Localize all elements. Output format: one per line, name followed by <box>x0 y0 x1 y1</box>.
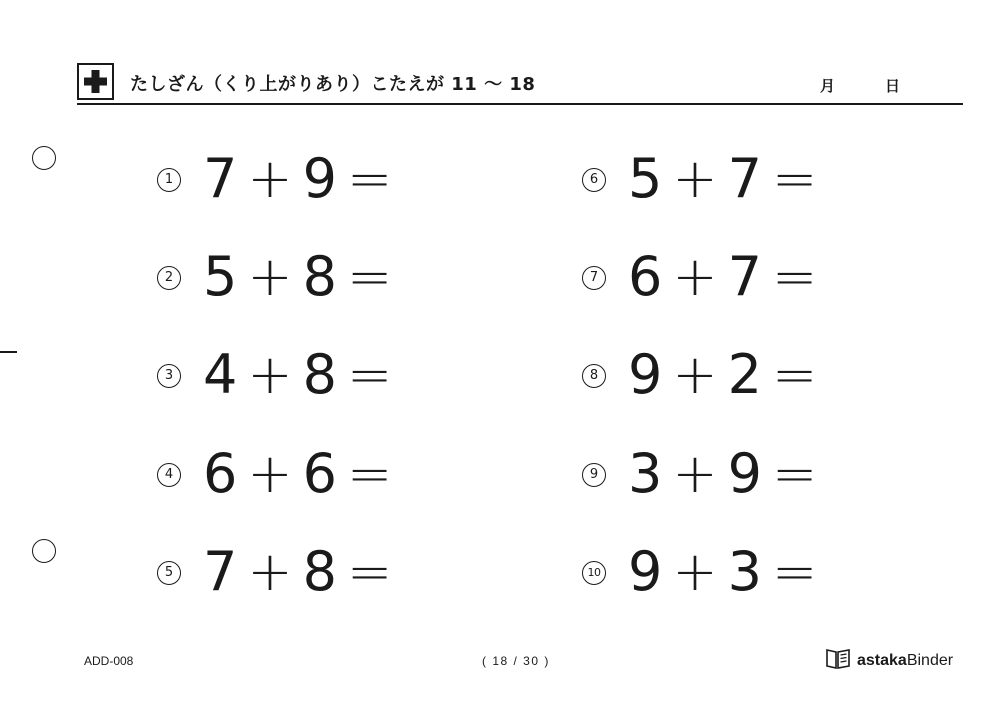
equals-sign: = <box>346 442 393 505</box>
addend-b: 9 <box>727 442 762 505</box>
problem-7 <box>582 245 912 308</box>
day-label: 日 <box>885 77 901 95</box>
plus-sign: + <box>247 343 293 406</box>
problem-4 <box>157 442 487 505</box>
plus-sign: + <box>672 343 718 406</box>
problem-expression <box>203 340 402 410</box>
plus-sign: + <box>247 245 293 308</box>
addend-a: 6 <box>628 245 663 308</box>
worksheet-code: ADD-008 <box>84 654 134 668</box>
addend-b: 8 <box>302 343 337 406</box>
addend-b: 8 <box>302 540 337 603</box>
problem-number: 8 <box>582 364 606 388</box>
addend-a: 5 <box>628 147 663 210</box>
addend-b: 8 <box>302 245 337 308</box>
problem-expression <box>628 144 827 214</box>
problem-number: 2 <box>157 266 181 290</box>
center-mark <box>0 351 17 353</box>
addend-a: 5 <box>203 245 238 308</box>
plus-sign: + <box>247 442 293 505</box>
problem-8 <box>582 343 912 406</box>
problem-expression <box>628 439 827 509</box>
page-indicator: ( 18 / 30 ) <box>482 654 550 668</box>
binder-hole-bottom <box>32 539 56 563</box>
equals-sign: = <box>771 147 818 210</box>
problem-expression <box>203 537 402 607</box>
addend-b: 6 <box>302 442 337 505</box>
plus-sign: + <box>672 245 718 308</box>
equals-sign: = <box>771 343 818 406</box>
addend-a: 7 <box>203 147 238 210</box>
plus-sign: + <box>672 540 718 603</box>
problem-number: 7 <box>582 266 606 290</box>
book-icon <box>825 648 851 674</box>
plus-sign: + <box>672 147 718 210</box>
addend-a: 6 <box>203 442 238 505</box>
addend-b: 7 <box>727 245 762 308</box>
plus-sign: + <box>247 540 293 603</box>
problem-number: 6 <box>582 168 606 192</box>
problem-expression <box>628 537 827 607</box>
month-label: 月 <box>820 77 836 95</box>
equals-sign: = <box>771 442 818 505</box>
addend-a: 7 <box>203 540 238 603</box>
problem-number: 5 <box>157 561 181 585</box>
problem-3 <box>157 343 487 406</box>
equals-sign: = <box>771 245 818 308</box>
addend-a: 9 <box>628 343 663 406</box>
worksheet-title: たしざん（くり上がりあり）こたえが 11 〜 18 <box>130 74 536 95</box>
brand-name-regular: Binder <box>906 652 954 669</box>
plus-sign: + <box>247 147 293 210</box>
problem-expression <box>628 340 827 410</box>
equals-sign: = <box>346 343 393 406</box>
addend-a: 9 <box>628 540 663 603</box>
problem-number: 9 <box>582 463 606 487</box>
problem-expression <box>203 439 402 509</box>
addend-b: 9 <box>302 147 337 210</box>
problem-expression <box>203 144 402 214</box>
problem-1 <box>157 147 487 210</box>
problem-2 <box>157 245 487 308</box>
addend-b: 2 <box>727 343 762 406</box>
problem-number: 4 <box>157 463 181 487</box>
plus-sign: + <box>672 442 718 505</box>
problem-number: 10 <box>582 561 606 585</box>
worksheet-header <box>77 63 963 105</box>
binder-hole-top <box>32 146 56 170</box>
addend-a: 3 <box>628 442 663 505</box>
problem-expression <box>628 242 827 312</box>
problem-number: 1 <box>157 168 181 192</box>
addend-b: 7 <box>727 147 762 210</box>
addend-a: 4 <box>203 343 238 406</box>
equals-sign: = <box>346 540 393 603</box>
problem-6 <box>582 147 912 210</box>
equals-sign: = <box>346 245 393 308</box>
brand-name-bold: astaka <box>857 652 907 669</box>
problem-expression <box>203 242 402 312</box>
plus-icon <box>77 63 114 100</box>
problem-5 <box>157 540 487 603</box>
brand-logo <box>825 648 953 674</box>
problem-10 <box>582 540 912 603</box>
problem-number: 3 <box>157 364 181 388</box>
addend-b: 3 <box>727 540 762 603</box>
equals-sign: = <box>771 540 818 603</box>
equals-sign: = <box>346 147 393 210</box>
problem-9 <box>582 442 912 505</box>
